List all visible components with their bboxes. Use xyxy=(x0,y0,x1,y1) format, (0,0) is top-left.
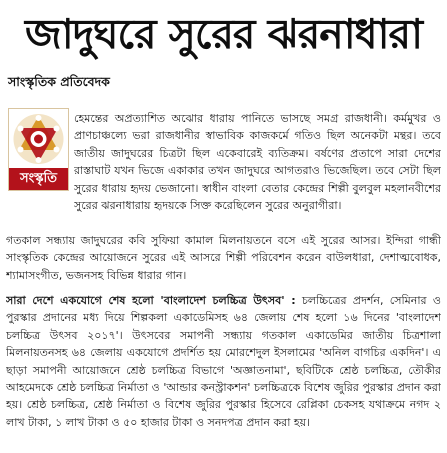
section-logo-label: সংস্কৃতি xyxy=(9,168,68,190)
headline: জাদুঘরে সুরের ঝরনাধারা xyxy=(25,10,422,58)
section-logo xyxy=(8,108,69,191)
paragraph-1: হেমন্তের অপ্রত্যাশিত অঝোর ধারায় পানিতে ভাসছে সমগ্র রাজধানী। কর্মমুখর ও প্রাণচাঞ্চল্যে ভরা রাজধানীর স্বাভাবিক কাজকর্মে গতিও ছিল অনেকটা মন্থর। তবে জাতীয় জাদুঘরের চিত্রটা ছিল একেবারেই ব্যতিক্রম। বর্ষণের প্রতাপে সারা দেশের রাস্তাঘাট যখন ভিজে একাকার তখন জাদুঘরে আগতরাও ভিজেছিল। তবে সেটা ছিল সুরের ধারায় হৃদয় ভেজানো। স্বাধীন বাংলা বেতার কেন্দ্রের শিল্পী বুলবুল মহলানবীশের সুরের ঝরনাধারায় হৃদয়কে সিক্ত করেছিলেন সুরের অনুরাগীরা। xyxy=(74,112,441,213)
paragraph-2: গতকাল সন্ধ্যায় জাদুঘরের কবি সুফিয়া কামাল মিলনায়তনে বসে এই সুরের আসর। ইন্দিরা গান্ধী সাংস্কৃতিক কেন্দ্রের আয়োজনে সুরের এই আসরে শিল্পী পরিবেশন করেন বাউলধারা, দেশাত্মবোধক, শ্যামাসংগীত, ভজনসহ বিভিন্ন ধারার গান। xyxy=(6,234,441,282)
star-of-david-ornament-icon xyxy=(11,111,66,167)
paragraph-3-body: চলচ্চিত্রের প্রদর্শন, সেমিনার ও পুরস্কার প্রদানের মধ্য দিয়ে শিল্পকলা একাডেমিসহ ৬৪ জেলায় শেষ হলো ১৬ দিনের 'বাংলাদেশ চলচ্চিত্র উৎসব ২০১৭'। উৎসবের সমাপনী সন্ধ্যায় গতকাল একাডেমির জাতীয় চিত্রশালা মিলনায়তনসহ ৬৪ জেলায় একযোগে প্রদর্শিত হয় মোরশেদুল ইসলামের 'অনিল বাগচির একদিন'। এ ছাড়া সমাপনী আয়োজনে শ্রেষ্ঠ চলচ্চিত্র বিভাগে 'অজ্ঞাতনামা', ছবিটিকে শ্রেষ্ঠ চলচ্চিত্র, তৌকীর আহমেদকে শ্রেষ্ঠ চলচ্চিত্র নির্মাতা ও 'আন্ডার কনস্ট্রাকশন' চলচ্চিত্রকে বিশেষ জুরির পুরস্কার প্রদান করা হয়। শ্রেষ্ঠ চলচ্চিত্র, শ্রেষ্ঠ নির্মাতা ও বিশেষ জুরির পুরস্কার হিসেবে রেপ্লিকা চেকসহ যথাক্রমে নগদ ২ লাখ টাকা, ১ লাখ টাকা ও ৫০ হাজার টাকা ও সনদপত্র প্রদান করা হয়। xyxy=(6,294,441,429)
byline: সাংস্কৃতিক প্রতিবেদক xyxy=(8,74,110,89)
paragraph-3 xyxy=(6,292,441,448)
subhead: সারা দেশে একযোগে শেষ হলো 'বাংলাদেশ চলচ্চিত্র উৎসব' : xyxy=(6,294,296,307)
